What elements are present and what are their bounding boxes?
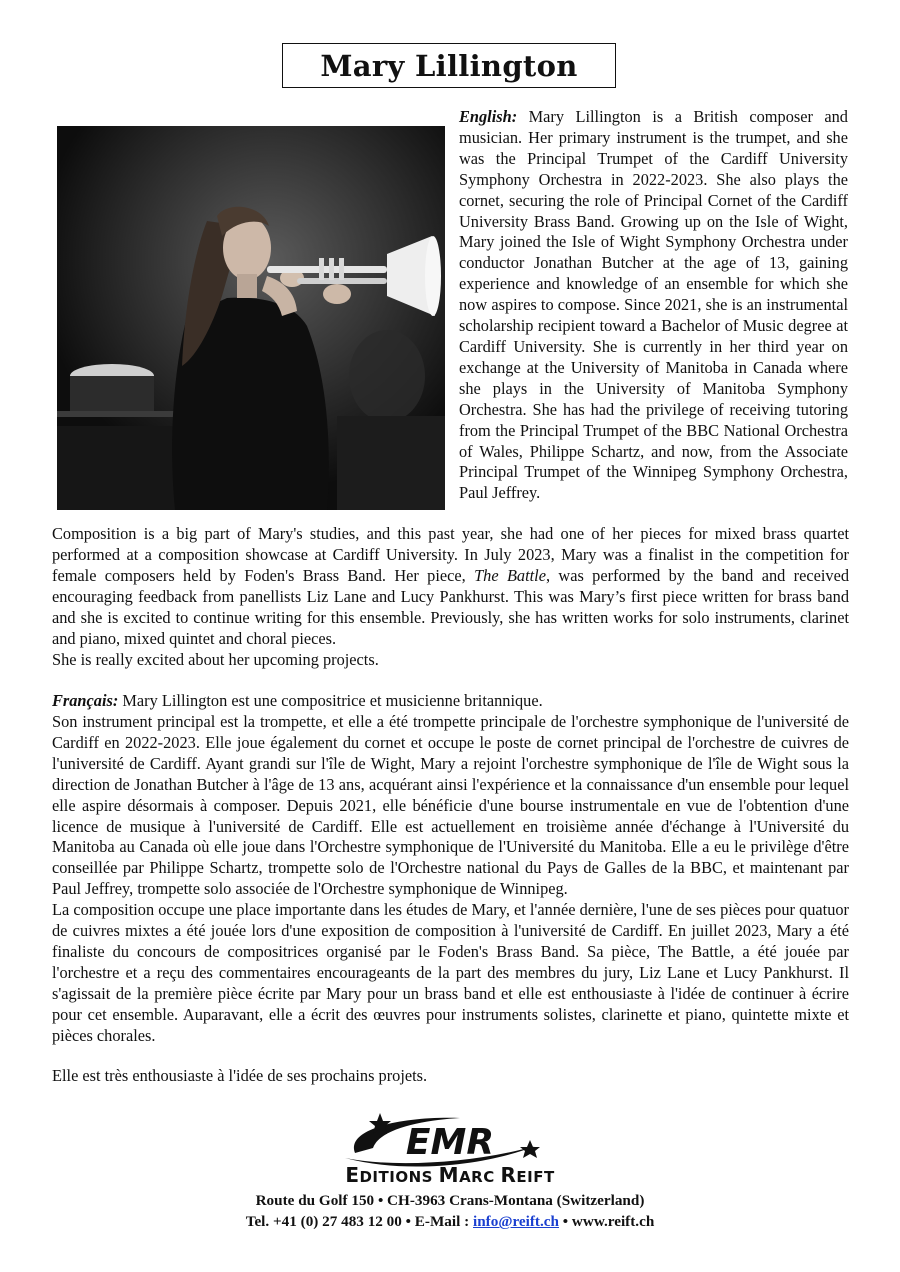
french-body (52, 712, 849, 1047)
emr-logo-graphic (285, 1108, 615, 1190)
french-body-paragraph-1: Son instrument principal est la trompette, et elle a été trompette principale de l'orchestre symphonique de l'université de Cardiff en 2022-2023. Elle joue également du cornet et occupe le poste de cornet principal de l'orchestre de cuivres de l'université de Cardiff. Ayant grandi sur l'île de Wight, Mary a rejoint l'orchestre symphonique de l'île de Wight sous la direction de Jonathan Butcher à l'âge de 13 ans, acquérant ainsi l'expérience et la connaissance d'un ensemble pour lequel elle aspire désormais à composer. Depuis 2021, elle bénéficie d'une bourse instrumentale en vue de l'obtention d'une licence de musique à l'université de Cardiff. Elle est actuellement en troisième année d'échange à l'Université du Manitoba au Canada où elle joue dans l'Orchestre symphonique de l'Université du Manitoba. Elle a eu le privilège d'être conseillée par Philippe Schartz, trompette solo de l'Orchestre national du Pays de Galles de la BBC, et maintenant par Paul Jeffrey, trompette solo associée de l'Orchestre symphonique de Winnipeg. (52, 712, 849, 899)
footer-address: Route du Golf 150 • CH-3963 Crans-Montana (Switzerland) (255, 1192, 645, 1209)
footer-web: • www.reift.ch (558, 1213, 655, 1230)
musician-photo (57, 126, 445, 510)
footer-tel: Tel. +41 (0) 27 483 12 00 • E-Mail : (245, 1213, 473, 1230)
french-closing-text: Elle est très enthousiaste à l'idée de ses prochains projets. (52, 1066, 428, 1085)
star-icon (520, 1140, 540, 1158)
english-composition-text-b: , was performed by the band and received encouraging feedback from panellists Liz Lane and Lucy Pankhurst. This was Mary’s first piece written for brass band and she is excited to continue writing for this ensemble. Previously, she has written works for solo instruments, clarinet and piano, mixed quintet and choral pieces. (52, 565, 849, 648)
english-label: English: (459, 107, 518, 126)
email-link[interactable]: info@reift.ch (473, 1213, 559, 1230)
logo-mark: EMR (405, 1122, 495, 1163)
title-box (282, 43, 616, 88)
french-label: Français: (52, 691, 119, 710)
french-body-paragraph-2: La composition occupe une place importante dans les études de Mary, et l'année dernière, l'une de ses pièces pour quatuor de cuivres mixtes a été jouée lors d'une exposition de composition à l'université de Cardiff. En juillet 2023, Mary a été finaliste du concours de compositrices organisé par le Foden's Brass Band. Sa pièce, The Battle, a été jouée par l'orchestre et a reçu des commentaires encourageants de la part des membres du jury, Liz Lane et Lucy Pankhurst. Il s'agissait de la première pièce écrite par Mary pour un brass band et elle est enthousiaste à l'idée de continuer à écrire pour cet ensemble. Auparavant, elle a écrit des œuvres pour instruments solistes, clarinette et piano, quintette mixte et pièces chorales. (52, 900, 849, 1045)
french-lead-text: Mary Lillington est une compositrice et musicienne britannique. (122, 691, 543, 710)
english-composition-paragraph (52, 524, 849, 649)
french-closing (52, 1066, 849, 1087)
english-closing (52, 650, 849, 671)
english-bio-intro (459, 107, 848, 504)
footer-contact (0, 1213, 900, 1231)
english-intro-text: Mary Lillington is a British composer and musician. Her primary instrument is the trumpet, and she was the Principal Trumpet of the Cardiff University Symphony Orchestra in 2022-2023. She also plays the cornet, securing the role of Principal Cornet of the Cardiff University Brass Band. Growing up on the Isle of Wight, Mary joined the Isle of Wight Symphony Orchestra under conductor Jonathan Butcher at the age of 13, gaining experience and knowledge of an ensemble for which she now aspires to compose. Since 2021, she is an instrumental scholarship recipient toward a Bachelor of Music degree at Cardiff University. She is currently in her third year on exchange at the University of Manitoba in Canada where she plays in the University of Manitoba Symphony Orchestra. She has had the privilege of receiving tutoring from the Principal Trumpet of the BBC National Orchestra of Wales, Philippe Schartz, and now, from the Associate Principal Trumpet of the Winnipeg Symphony Orchestra, Paul Jeffrey. (459, 107, 848, 503)
english-composition-text-a: Composition is a big part of Mary's studies, and this past year, she had one of her pieces for mixed brass quartet performed at a composition showcase at Cardiff University. In July 2023, Mary was a finalist in the competition for female composers held by Foden's Brass Band. Her piece, (52, 524, 849, 585)
french-lead (52, 691, 849, 712)
trumpeter-illustration (57, 126, 445, 510)
piece-title: The Battle (474, 565, 546, 585)
page-title: Mary Lillington (320, 48, 578, 83)
publisher-logo (285, 1108, 615, 1190)
logo-name: EDITIONS MARC REIFT (345, 1163, 555, 1187)
english-closing-text: She is really excited about her upcoming projects. (52, 650, 379, 669)
